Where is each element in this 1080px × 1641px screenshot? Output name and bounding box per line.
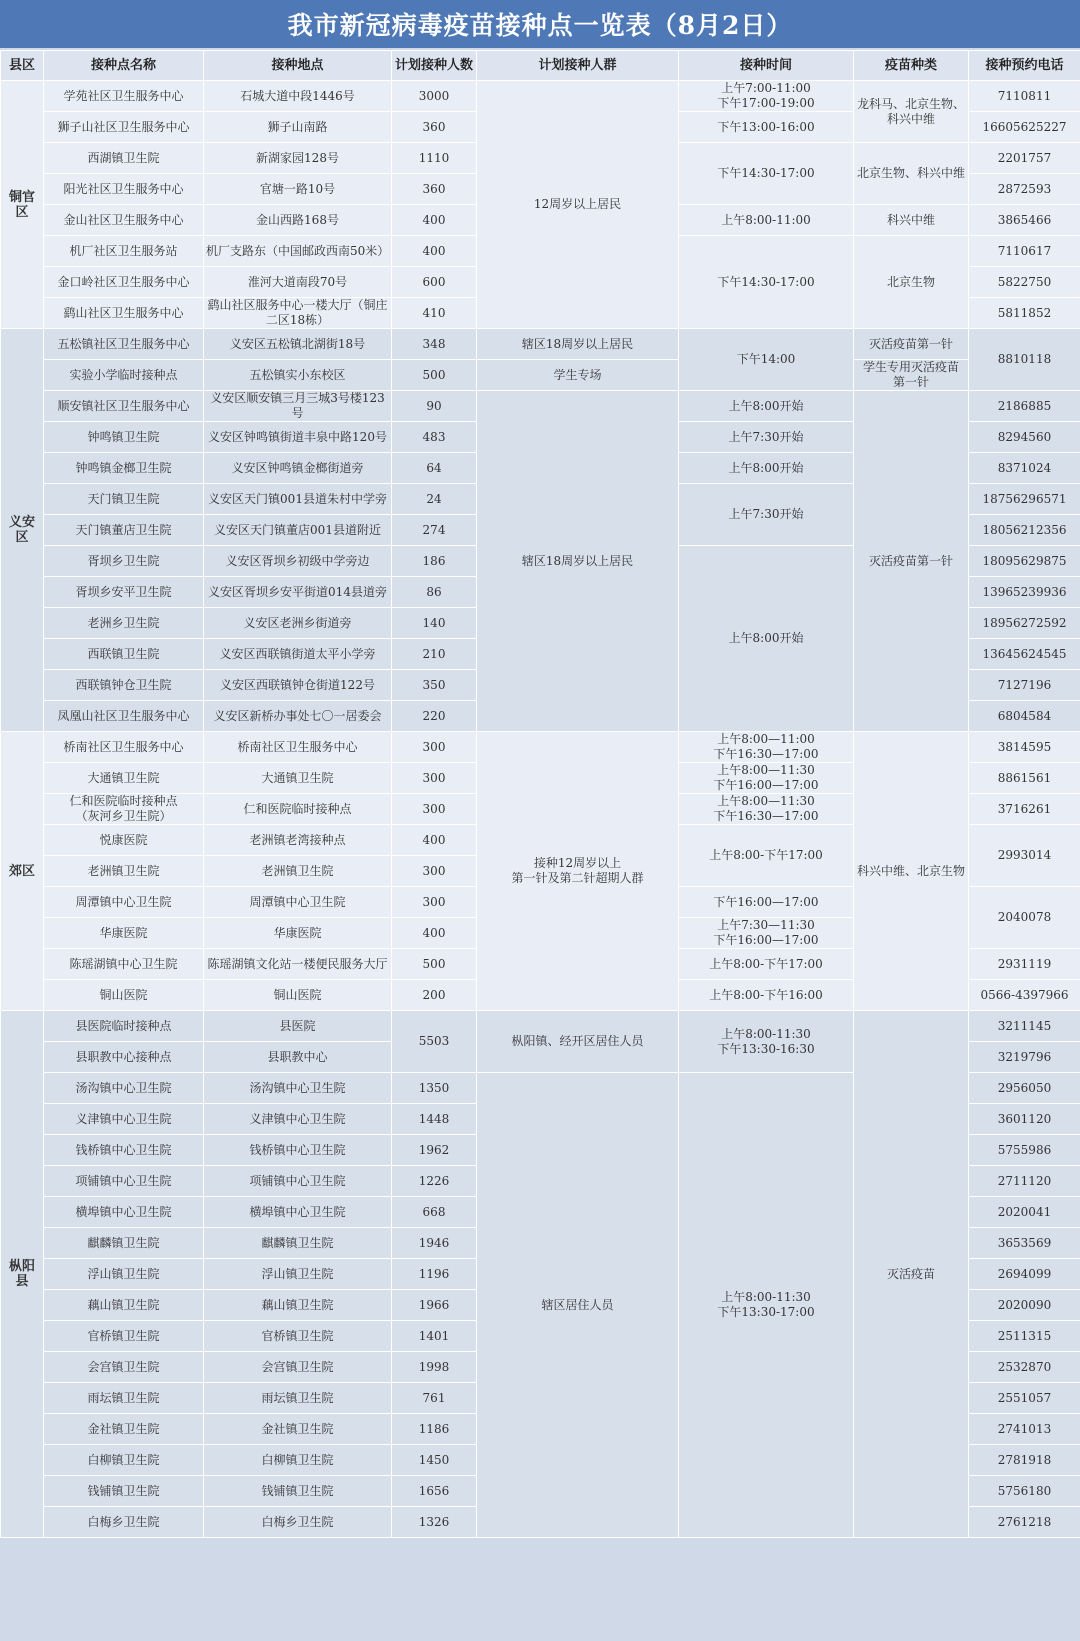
planned-count: 400 [392,236,477,267]
booking-phone: 2931119 [969,949,1080,980]
target-group: 接种12周岁以上 第一针及第二针超期人群 [477,732,679,1011]
site-name: 机厂社区卫生服务站 [44,236,204,267]
table-header [1,51,1080,81]
site-place: 石城大道中段1446号 [204,81,392,112]
site-name: 悦康医院 [44,825,204,856]
booking-phone: 18056212356 [969,515,1080,546]
site-place: 义安区胥坝乡初级中学旁边 [204,546,392,577]
booking-phone: 7110811 [969,81,1080,112]
site-name: 西联镇钟仓卫生院 [44,670,204,701]
planned-count: 1966 [392,1290,477,1321]
booking-phone: 2511315 [969,1321,1080,1352]
site-place: 钱桥镇中心卫生院 [204,1135,392,1166]
site-name: 仁和医院临时接种点 （灰河乡卫生院） [44,794,204,825]
booking-phone: 2993014 [969,825,1080,887]
planned-count: 500 [392,360,477,391]
planned-count: 400 [392,918,477,949]
site-place: 新湖家园128号 [204,143,392,174]
planned-count: 1448 [392,1104,477,1135]
planned-count: 348 [392,329,477,360]
table-row [1,732,1080,763]
group-jiaoqu [1,732,1080,1011]
header-phone: 接种预约电话 [969,51,1080,81]
booking-phone: 5756180 [969,1476,1080,1507]
planned-count: 300 [392,763,477,794]
planned-count: 3000 [392,81,477,112]
site-name: 胥坝乡安平卫生院 [44,577,204,608]
planned-count: 1450 [392,1445,477,1476]
vaccination-time: 上午8:00-11:00 [679,205,854,236]
table-row [1,391,1080,422]
site-place: 会宫镇卫生院 [204,1352,392,1383]
table-row [1,1011,1080,1042]
group-yian [1,329,1080,732]
site-place: 淮河大道南段70号 [204,267,392,298]
vaccine-type: 灭活疫苗 [854,1011,969,1538]
planned-count: 274 [392,515,477,546]
vaccine-type: 龙科马、北京生物、 科兴中维 [854,81,969,143]
booking-phone: 8371024 [969,453,1080,484]
vaccination-time: 上午7:00-11:00 下午17:00-19:00 [679,81,854,112]
site-name: 顺安镇社区卫生服务中心 [44,391,204,422]
site-name: 实验小学临时接种点 [44,360,204,391]
booking-phone: 2872593 [969,174,1080,205]
site-name: 汤沟镇中心卫生院 [44,1073,204,1104]
site-name: 麒麟镇卫生院 [44,1228,204,1259]
vaccination-time: 下午14:30-17:00 [679,236,854,329]
booking-phone: 3211145 [969,1011,1080,1042]
site-name: 老洲镇卫生院 [44,856,204,887]
county-cell: 铜官区 [1,81,44,329]
planned-count: 300 [392,794,477,825]
site-place: 金社镇卫生院 [204,1414,392,1445]
group-zongyang [1,1011,1080,1538]
planned-count: 24 [392,484,477,515]
header-vaccine-type: 疫苗种类 [854,51,969,81]
vaccination-time: 上午8:00-11:30 下午13:30-16:30 [679,1011,854,1073]
booking-phone: 2020041 [969,1197,1080,1228]
planned-count: 1110 [392,143,477,174]
site-name: 铜山医院 [44,980,204,1011]
target-group: 辖区18周岁以上居民 [477,391,679,732]
planned-count: 1401 [392,1321,477,1352]
site-place: 仁和医院临时接种点 [204,794,392,825]
vaccine-type: 科兴中维、北京生物 [854,732,969,1011]
site-place: 陈瑶湖镇文化站一楼便民服务大厅 [204,949,392,980]
site-place: 项铺镇中心卫生院 [204,1166,392,1197]
planned-count: 300 [392,856,477,887]
site-name: 西湖镇卫生院 [44,143,204,174]
booking-phone: 2781918 [969,1445,1080,1476]
planned-count: 400 [392,205,477,236]
planned-count: 5503 [392,1011,477,1073]
site-place: 义安区天门镇001县道朱村中学旁 [204,484,392,515]
planned-count: 600 [392,267,477,298]
site-place: 义安区老洲乡街道旁 [204,608,392,639]
page-title: 我市新冠病毒疫苗接种点一览表（8月2日） [0,0,1080,48]
vaccination-time: 上午8:00开始 [679,546,854,732]
vaccine-type: 学生专用灭活疫苗 第一针 [854,360,969,391]
booking-phone: 0566-4397966 [969,980,1080,1011]
planned-count: 410 [392,298,477,329]
header-location: 接种地点 [204,51,392,81]
target-group: 枞阳镇、经开区居住人员 [477,1011,679,1073]
site-name: 天门镇董店卫生院 [44,515,204,546]
booking-phone: 16605625227 [969,112,1080,143]
site-place: 义安区胥坝乡安平街道014县道旁 [204,577,392,608]
header-time: 接种时间 [679,51,854,81]
booking-phone: 3865466 [969,205,1080,236]
target-group: 辖区18周岁以上居民 [477,329,679,360]
site-name: 老洲乡卫生院 [44,608,204,639]
booking-phone: 2711120 [969,1166,1080,1197]
site-name: 白柳镇卫生院 [44,1445,204,1476]
table-row [1,360,1080,391]
planned-count: 210 [392,639,477,670]
vaccine-type: 北京生物、科兴中维 [854,143,969,205]
booking-phone: 13965239936 [969,577,1080,608]
planned-count: 300 [392,887,477,918]
planned-count: 1350 [392,1073,477,1104]
site-place: 藕山镇卫生院 [204,1290,392,1321]
header-site-name: 接种点名称 [44,51,204,81]
site-name: 横埠镇中心卫生院 [44,1197,204,1228]
site-place: 官塘一路10号 [204,174,392,205]
site-name: 陈瑶湖镇中心卫生院 [44,949,204,980]
vaccination-time: 上午8:00-下午17:00 [679,949,854,980]
booking-phone: 2551057 [969,1383,1080,1414]
site-name: 学苑社区卫生服务中心 [44,81,204,112]
site-name: 白梅乡卫生院 [44,1507,204,1538]
booking-phone: 6804584 [969,701,1080,732]
site-name: 华康医院 [44,918,204,949]
planned-count: 300 [392,732,477,763]
booking-phone: 7110617 [969,236,1080,267]
group-tongguan [1,81,1080,329]
booking-phone: 8810118 [969,329,1080,391]
planned-count: 86 [392,577,477,608]
site-place: 桥南社区卫生服务中心 [204,732,392,763]
target-group: 12周岁以上居民 [477,81,679,329]
vaccination-time: 上午8:00-下午17:00 [679,825,854,887]
site-place: 周潭镇中心卫生院 [204,887,392,918]
site-name: 鹞山社区卫生服务中心 [44,298,204,329]
site-place: 县职教中心 [204,1042,392,1073]
planned-count: 761 [392,1383,477,1414]
site-name: 金口岭社区卫生服务中心 [44,267,204,298]
site-name: 项铺镇中心卫生院 [44,1166,204,1197]
booking-phone: 3601120 [969,1104,1080,1135]
vaccination-time: 上午8:00-11:30 下午13:30-17:00 [679,1073,854,1538]
booking-phone: 3219796 [969,1042,1080,1073]
site-name: 县医院临时接种点 [44,1011,204,1042]
target-group: 学生专场 [477,360,679,391]
booking-phone: 2040078 [969,887,1080,949]
vaccination-time: 下午16:00—17:00 [679,887,854,918]
vaccine-type: 北京生物 [854,236,969,329]
header-planned-count: 计划接种人数 [392,51,477,81]
planned-count: 200 [392,980,477,1011]
site-name: 浮山镇卫生院 [44,1259,204,1290]
site-place: 义安区钟鸣镇街道丰泉中路120号 [204,422,392,453]
site-place: 义津镇中心卫生院 [204,1104,392,1135]
booking-phone: 13645624545 [969,639,1080,670]
booking-phone: 2186885 [969,391,1080,422]
vaccination-time: 上午7:30开始 [679,422,854,453]
booking-phone: 2694099 [969,1259,1080,1290]
site-name: 钟鸣镇金榔卫生院 [44,453,204,484]
planned-count: 360 [392,174,477,205]
header-county: 县区 [1,51,44,81]
booking-phone: 5822750 [969,267,1080,298]
site-place: 义安区钟鸣镇金榔街道旁 [204,453,392,484]
site-place: 机厂支路东（中国邮政西南50米） [204,236,392,267]
table-row [1,329,1080,360]
site-name: 周潭镇中心卫生院 [44,887,204,918]
site-name: 金社镇卫生院 [44,1414,204,1445]
vaccination-time: 下午13:00-16:00 [679,112,854,143]
site-name: 会宫镇卫生院 [44,1352,204,1383]
planned-count: 220 [392,701,477,732]
site-name: 官桥镇卫生院 [44,1321,204,1352]
site-name: 金山社区卫生服务中心 [44,205,204,236]
booking-phone: 2956050 [969,1073,1080,1104]
site-place: 浮山镇卫生院 [204,1259,392,1290]
booking-phone: 5811852 [969,298,1080,329]
vaccination-time: 上午8:00开始 [679,391,854,422]
site-place: 义安区五松镇北湖街18号 [204,329,392,360]
planned-count: 360 [392,112,477,143]
site-name: 桥南社区卫生服务中心 [44,732,204,763]
planned-count: 483 [392,422,477,453]
planned-count: 1226 [392,1166,477,1197]
site-place: 鹞山社区服务中心一楼大厅（铜庄二区18栋） [204,298,392,329]
site-place: 汤沟镇中心卫生院 [204,1073,392,1104]
booking-phone: 2761218 [969,1507,1080,1538]
site-place: 铜山医院 [204,980,392,1011]
vaccination-time: 下午14:00 [679,329,854,391]
planned-count: 1998 [392,1352,477,1383]
site-name: 钱铺镇卫生院 [44,1476,204,1507]
site-place: 狮子山南路 [204,112,392,143]
site-name: 西联镇卫生院 [44,639,204,670]
site-place: 白梅乡卫生院 [204,1507,392,1538]
site-place: 老洲镇卫生院 [204,856,392,887]
site-place: 横埠镇中心卫生院 [204,1197,392,1228]
site-place: 义安区天门镇董店001县道附近 [204,515,392,546]
planned-count: 400 [392,825,477,856]
vaccination-time: 上午8:00—11:00 下午16:30—17:00 [679,732,854,763]
vaccine-type: 灭活疫苗第一针 [854,391,969,732]
site-place: 官桥镇卫生院 [204,1321,392,1352]
booking-phone: 18756296571 [969,484,1080,515]
site-name: 大通镇卫生院 [44,763,204,794]
site-place: 麒麟镇卫生院 [204,1228,392,1259]
planned-count: 500 [392,949,477,980]
booking-phone: 18956272592 [969,608,1080,639]
planned-count: 350 [392,670,477,701]
vaccine-type: 科兴中维 [854,205,969,236]
site-place: 义安区西联镇钟仓街道122号 [204,670,392,701]
site-name: 五松镇社区卫生服务中心 [44,329,204,360]
site-name: 钟鸣镇卫生院 [44,422,204,453]
site-name: 天门镇卫生院 [44,484,204,515]
planned-count: 186 [392,546,477,577]
site-place: 义安区新桥办事处七〇一居委会 [204,701,392,732]
site-place: 金山西路168号 [204,205,392,236]
booking-phone: 3716261 [969,794,1080,825]
planned-count: 1186 [392,1414,477,1445]
booking-phone: 5755986 [969,1135,1080,1166]
planned-count: 1946 [392,1228,477,1259]
booking-phone: 2020090 [969,1290,1080,1321]
county-cell: 郊区 [1,732,44,1011]
booking-phone: 18095629875 [969,546,1080,577]
county-cell: 枞阳县 [1,1011,44,1538]
planned-count: 1656 [392,1476,477,1507]
site-place: 雨坛镇卫生院 [204,1383,392,1414]
planned-count: 90 [392,391,477,422]
booking-phone: 3814595 [969,732,1080,763]
planned-count: 1326 [392,1507,477,1538]
site-name: 雨坛镇卫生院 [44,1383,204,1414]
site-name: 义津镇中心卫生院 [44,1104,204,1135]
planned-count: 1962 [392,1135,477,1166]
site-name: 县职教中心接种点 [44,1042,204,1073]
vaccination-time: 上午8:00—11:30 下午16:00—17:00 [679,763,854,794]
site-place: 五松镇实小东校区 [204,360,392,391]
booking-phone: 3653569 [969,1228,1080,1259]
site-name: 阳光社区卫生服务中心 [44,174,204,205]
vaccine-type: 灭活疫苗第一针 [854,329,969,360]
site-place: 白柳镇卫生院 [204,1445,392,1476]
planned-count: 1196 [392,1259,477,1290]
booking-phone: 8294560 [969,422,1080,453]
vaccination-time: 上午8:00-下午16:00 [679,980,854,1011]
site-place: 县医院 [204,1011,392,1042]
table-row [1,81,1080,112]
site-name: 藕山镇卫生院 [44,1290,204,1321]
booking-phone: 2741013 [969,1414,1080,1445]
site-place: 大通镇卫生院 [204,763,392,794]
site-name: 胥坝乡卫生院 [44,546,204,577]
booking-phone: 2201757 [969,143,1080,174]
site-place: 华康医院 [204,918,392,949]
site-place: 义安区顺安镇三月三城3号楼123号 [204,391,392,422]
planned-count: 64 [392,453,477,484]
vaccination-time: 上午7:30—11:30 下午16:00—17:00 [679,918,854,949]
booking-phone: 7127196 [969,670,1080,701]
site-place: 老洲镇老湾接种点 [204,825,392,856]
vaccination-sites-table [0,50,1080,1538]
vaccination-time: 上午8:00开始 [679,453,854,484]
site-name: 狮子山社区卫生服务中心 [44,112,204,143]
site-place: 义安区西联镇街道太平小学旁 [204,639,392,670]
header-target-group: 计划接种人群 [477,51,679,81]
site-name: 凤凰山社区卫生服务中心 [44,701,204,732]
vaccination-time: 下午14:30-17:00 [679,143,854,205]
vaccination-time: 上午8:00—11:30 下午16:30—17:00 [679,794,854,825]
booking-phone: 2532870 [969,1352,1080,1383]
site-place: 钱铺镇卫生院 [204,1476,392,1507]
planned-count: 668 [392,1197,477,1228]
planned-count: 140 [392,608,477,639]
site-name: 钱桥镇中心卫生院 [44,1135,204,1166]
county-cell: 义安区 [1,329,44,732]
booking-phone: 8861561 [969,763,1080,794]
vaccination-time: 上午7:30开始 [679,484,854,546]
target-group: 辖区居住人员 [477,1073,679,1538]
